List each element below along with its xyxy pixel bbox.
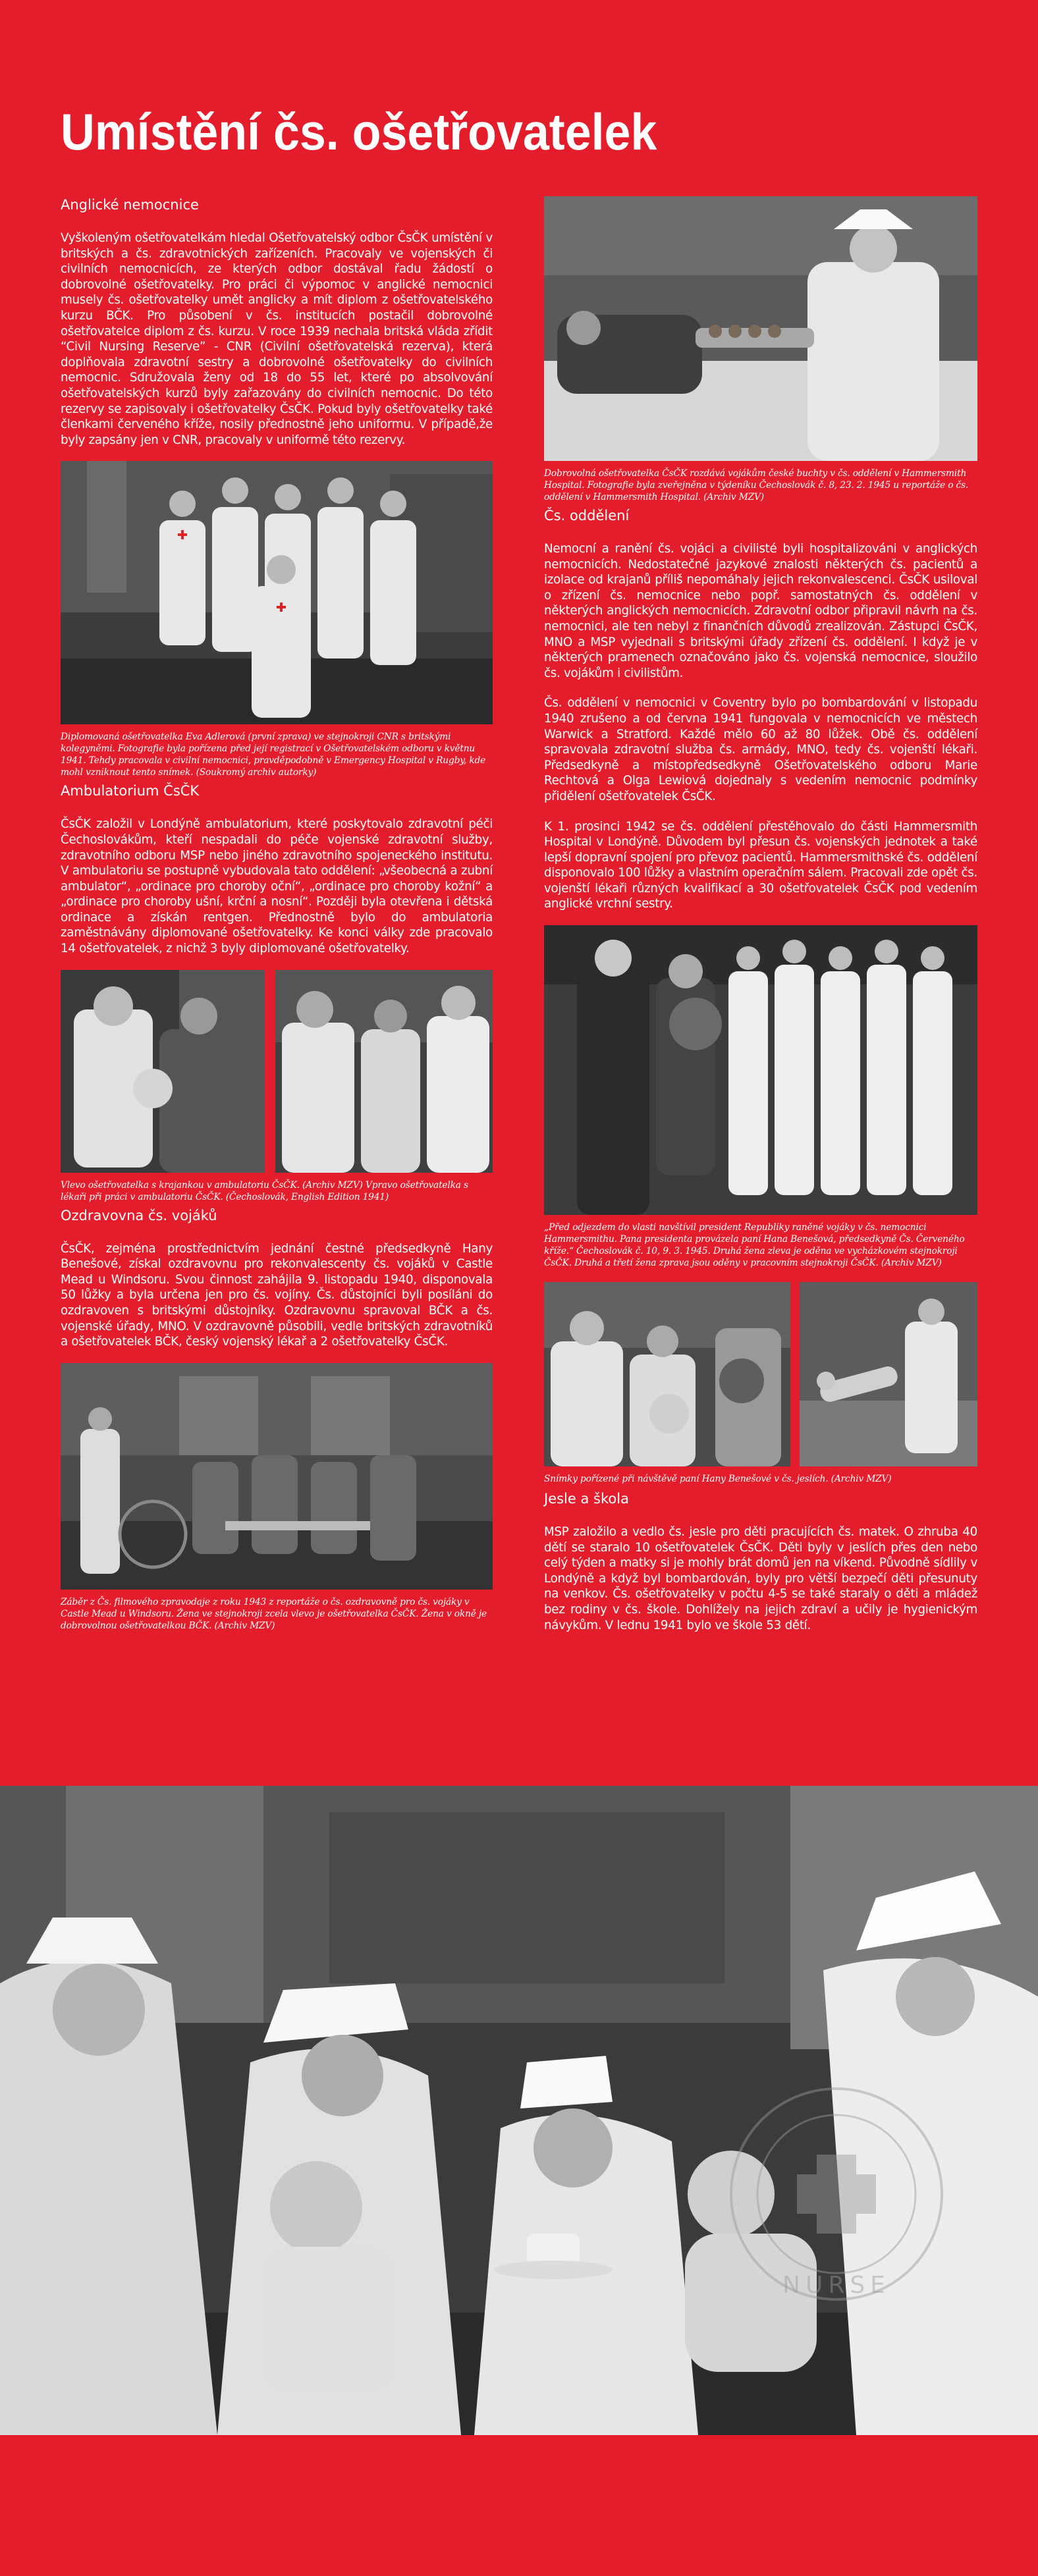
section-heading-ambulatorium: Ambulatorium ČsČK: [61, 783, 200, 799]
bottom-red-band: [0, 2435, 1038, 2576]
photo-convalescent-home: [61, 1363, 493, 1590]
section-heading-cs-ward: Čs. oddělení: [544, 508, 630, 523]
photo-pair-ambulatorium: [61, 970, 493, 1173]
section-text-nursery-school: MSP založilo a vedlo čs. jesle pro děti pracujících čs. matek. O zhruba 40 dětí se staralo 10 ošetřovatelek ČsČK. Děti byly v jeslích přes den nebo celý týden a matky si je mohly brát domů jen na víkend. Původně sídlily v Londýně a když byl bombardován, byly pro větší bezpečí děti přesunuty na venkov. Čs. ošetřovatelky v počtu 4-5 se také staraly o děti a mládež bez rodiny v čs. škole. Dohlížely na jejich zdraví a učily je hygienickým návykům. V lednu 1941 bylo ve škole 53 dětí.: [544, 1525, 977, 1632]
photo-nursery-visit-1: [544, 1282, 790, 1466]
section-text-cs-ward-2: Čs. oddělení v nemocnici v Coventry bylo po bombardování v listopadu 1940 zrušeno a od června 1941 fungovala v nemocnicích ve městech Warwick a Stratford. Každé mělo 60 až 80 lůžek. Obě čs. oddělení spravovala zdravotní služba čs. armády, MNO, tedy čs. vojenští lékaři. Předsedkyně a místopředsedkyně Ošetřovatelského odboru Marie Rechtová a Olga Lewiová dojednaly s vedením nemocnic podmínky přidělení ošetřovatelek ČsČK.: [544, 696, 977, 803]
photo-nurses-with-babies: [0, 1786, 1038, 2435]
photo-nurse-distributing-buns: [544, 196, 977, 461]
section-heading-hospitals: Anglické nemocnice: [61, 197, 199, 213]
stamp-text: NURSE: [782, 2272, 890, 2299]
left-column: [61, 196, 493, 1632]
page-title: Umístění čs. ošetřovatelek: [61, 103, 657, 161]
photo-nurses-group: [61, 461, 493, 724]
photo-caption-ambulatorium: Vlevo ošetřovatelka s krajankou v ambulatoriu ČsČK. (Archiv MZV) Vpravo ošetřovatelka s lékaři při práci v ambulatoriu ČsČK. (Čechoslovák, English Edition 1941): [61, 1179, 468, 1202]
photo-president-visit: [544, 925, 977, 1215]
photo-nursery-visit-2: [800, 1282, 977, 1466]
right-column: [544, 196, 977, 1633]
section-text-convalescence: ČsČK, zejména prostřednictvím jednání čestné předsedkyně Hany Benešové, získal ozdravovnu pro rekonvalescenty čs. vojáků v Castle Mead u Windsoru. Svou činnost zahájila 9. listopadu 1940, disponovala 50 lůžky a byla určena jen pro čs. vojíny. Čs. důstojníci byli posíláni do ozdravoven s britskými důstojníky. Ozdravovnu spravoval BČK a čs. vojenské úřady, MNO. V ozdravovně působili, vedle britských zdravotníků a ošetřovatelek BČK, český vojenský lékař a 2 ošetřovatelky ČsČK.: [61, 1241, 493, 1349]
photo-nurse-with-child: [61, 970, 265, 1173]
photo-caption-distributing-buns: Dobrovolná ošetřovatelka ČsČK rozdává vojákům české buchty v čs. oddělení v Hammersmith Hospital. Fotografie byla zveřejněna v týdeníku Čechoslovák č. 8, 23. 2. 1945 u reportáže o čs. oddělení v Hammersmith Hospital. (Archiv MZV): [544, 468, 969, 502]
section-text-cs-ward-3: K 1. prosinci 1942 se čs. oddělení přestěhovalo do části Hammersmith Hospital v Londýně. Důvodem byl přesun čs. vojenských jednotek a také lepší dopravní spojení pro převoz pacientů. Hammersmithské čs. oddělení disponovalo 100 lůžky a vlastním operačním sálem. Pracovali zde opět čs. vojenští lékaři různých kvalifikací a 30 ošetřovatelek ČsČK pod vedením anglické vrchní sestry.: [544, 819, 977, 911]
photo-caption-nurses-group: Diplomovaná ošetřovatelka Eva Adlerová (první zprava) ve stejnokroji CNR s britskými kolegyněmi. Fotografie byla pořízena před její registrací v Ošetřovatelském odboru v květnu 1941. Tehdy pracovala v civilní nemocnici, pravděpodobně v Emergency Hospital v Rugby, kde mohl vzniknout tento snímek. (Soukromý archiv autorky): [61, 732, 486, 778]
photo-caption-convalescent-home: Záběr z Čs. filmového zpravodaje z roku 1943 z reportáže o čs. ozdravovně pro čs. vojáky v Castle Mead u Windsoru. Žena ve stejnokroji zcela vlevo je ošetřovatelka ČsČK. Žena v okně je dobrovolnou ošetřovatelkou BČK. (Archiv MZV): [61, 1596, 487, 1631]
section-text-cs-ward-1: Nemocní a ranění čs. vojáci a civilisté byli hospitalizováni v anglických nemocnicích. Nedostatečné jazykové znalosti některých čs. pacientů a izolace od krajanů příliš nepomáhaly jejich rekonvalescenci. ČsČK usiloval o zřízení čs. nemocnice nebo popř. samostatných čs. oddělení v některých anglických nemocnicích. Zdravotní odbor připravil návrh na čs. nemocnici, ale ten nebyl z finančních důvodů zrealizován. Zástupci ČsČK, MNO a MSP vyjednali s britskými úřady zřízení čs. oddělení. I když je v některých pramenech označováno jako čs. vojenská nemocnice, sloužilo čs. vojákům i civilistům.: [544, 542, 977, 680]
photo-pair-nursery: [544, 1282, 977, 1466]
photo-caption-nursery: Snímky pořízené při návštěvě paní Hany Benešové v čs. jeslích. (Archiv MZV): [544, 1474, 892, 1485]
section-heading-convalescence: Ozdravovna čs. vojáků: [61, 1207, 217, 1223]
photo-nurse-with-doctors: [275, 970, 493, 1173]
section-text-hospitals: Vyškoleným ošetřovatelkám hledal Ošetřovatelský odbor ČsČK umístění v britských a čs. zdravotnických zařízeních. Pracovaly ve vojenských či civilních nemocnicích, ze kterých odbor dostával řadu žádostí o dobrovolné ošetřovatelky. Pro práci či výpomoc v anglické nemocnici musely čs. ošetřovatelky umět anglicky a mít diplom z ošetřovatelského kurzu BČK. Pro působení v čs. institucích postačil dobrovolné ošetřovatelce diplom z čs. kurzu. V roce 1939 nechala britská vláda zřídit “Civil Nursing Reserve” - CNR (Civilní ošetřovatelská rezerva), která doplňovala zdravotní sestry a dobrovolné ošetřovatelky do civilních nemocnic. Sdružovala ženy od 18 do 55 let, které po absolvování ošetřovatelských kurzů byly zařazovány do civilních nemocnic. Do této rezervy se zapisovaly i ošetřovatelky ČsČK. Pokud byly ošetřovatelky také členkami červeného kříže, nosily přednostně jeho uniformu. V případě,že byly zapsány jen v CNR, pracovaly v uniformě této rezervy.: [61, 231, 493, 447]
section-text-ambulatorium: ČsČK založil v Londýně ambulatorium, které poskytovalo zdravotní péči Čechoslovákům, kteří nespadali do péče vojenské zdravotní služby, zdravotního odboru MSP nebo jiného zdravotního spojeneckého institutu. V ambulatoriu se postupně vybudovala tato oddělení: „všeobecná a zubní ambulator“, „ordinace pro choroby oční“, „ordinace pro choroby kožní“ a „ordinace pro choroby ušní, krční a nosní“. Později byla otevřena i dětská ordinace a získán rentgen. Přednostně bylo do ambulatoria zaměstnávány diplomované ošetřovatelky. Ke konci války zde pracovalo 14 ošetřovatelek, z nichž 3 byly diplomované ošetřovatelky.: [61, 817, 493, 956]
photo-caption-president-visit: „Před odjezdem do vlasti navštívil president Republiky raněné vojáky v čs. nemocnici Hammersmithu. Pana presidenta provázela paní Hana Benešová, předsedkyně Čs. Červeného kříže.“ Čechoslovák č. 10, 9. 3. 1945. Druhá žena zleva je oděna ve vycházkovém stejnokroji ČsČK. Druhá a třetí žena zprava jsou oděny v pracovním stejnokroji ČsČK. (Archiv MZV): [544, 1222, 965, 1269]
section-heading-nursery-school: Jesle a škola: [544, 1491, 629, 1507]
